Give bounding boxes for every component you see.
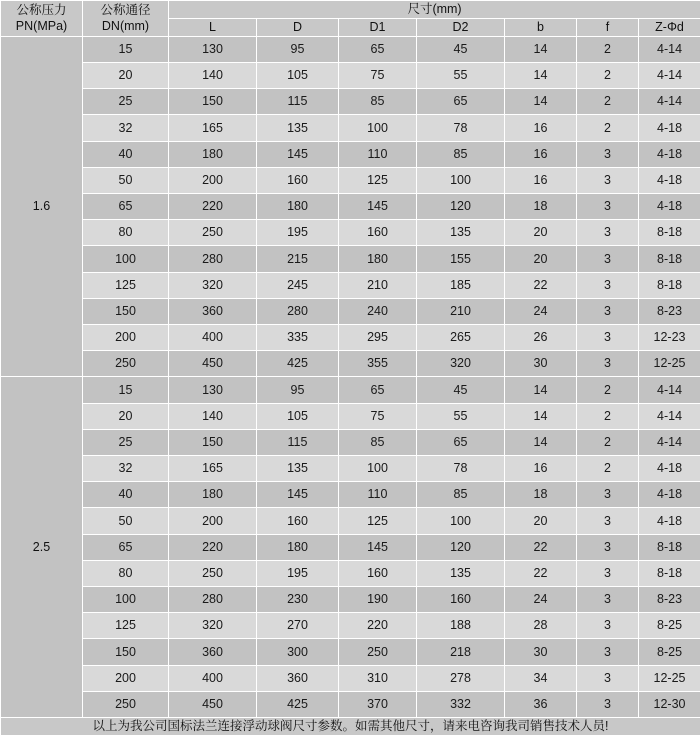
table-row bbox=[1, 403, 700, 429]
cell-zd: 4-18 bbox=[639, 508, 700, 534]
cell-d: 115 bbox=[257, 429, 339, 455]
cell-d2: 120 bbox=[417, 193, 505, 219]
cell-d1: 75 bbox=[339, 403, 417, 429]
cell-d1: 100 bbox=[339, 115, 417, 141]
table-row bbox=[1, 324, 700, 350]
cell-zd: 4-18 bbox=[639, 482, 700, 508]
cell-d1: 145 bbox=[339, 193, 417, 219]
cell-d1: 220 bbox=[339, 613, 417, 639]
table-row bbox=[1, 89, 700, 115]
cell-d: 160 bbox=[257, 508, 339, 534]
cell-zd: 4-14 bbox=[639, 429, 700, 455]
cell-l: 280 bbox=[169, 587, 257, 613]
cell-b: 24 bbox=[505, 298, 577, 324]
cell-d1: 85 bbox=[339, 429, 417, 455]
cell-b: 30 bbox=[505, 639, 577, 665]
cell-l: 180 bbox=[169, 141, 257, 167]
cell-d2: 185 bbox=[417, 272, 505, 298]
cell-b: 20 bbox=[505, 246, 577, 272]
cell-f: 3 bbox=[577, 141, 639, 167]
cell-d2: 265 bbox=[417, 324, 505, 350]
header-col-f: f bbox=[577, 18, 639, 36]
group-label-pn: 1.6 bbox=[1, 36, 83, 377]
table-row bbox=[1, 167, 700, 193]
cell-d: 425 bbox=[257, 351, 339, 377]
cell-d1: 180 bbox=[339, 246, 417, 272]
table-row bbox=[1, 141, 700, 167]
cell-b: 14 bbox=[505, 429, 577, 455]
cell-f: 3 bbox=[577, 220, 639, 246]
header-col-b: b bbox=[505, 18, 577, 36]
cell-b: 18 bbox=[505, 193, 577, 219]
table-row bbox=[1, 691, 700, 717]
cell-d2: 135 bbox=[417, 220, 505, 246]
cell-dn: 40 bbox=[83, 482, 169, 508]
cell-d1: 110 bbox=[339, 482, 417, 508]
cell-d1: 295 bbox=[339, 324, 417, 350]
table-row bbox=[1, 220, 700, 246]
table-row bbox=[1, 351, 700, 377]
cell-d1: 210 bbox=[339, 272, 417, 298]
cell-dn: 32 bbox=[83, 115, 169, 141]
cell-zd: 4-18 bbox=[639, 193, 700, 219]
cell-d2: 100 bbox=[417, 167, 505, 193]
cell-dn: 125 bbox=[83, 272, 169, 298]
cell-zd: 4-14 bbox=[639, 36, 700, 62]
cell-f: 3 bbox=[577, 298, 639, 324]
table-row bbox=[1, 246, 700, 272]
cell-b: 34 bbox=[505, 665, 577, 691]
cell-f: 3 bbox=[577, 351, 639, 377]
cell-f: 2 bbox=[577, 429, 639, 455]
cell-d1: 85 bbox=[339, 89, 417, 115]
cell-f: 3 bbox=[577, 246, 639, 272]
table-row bbox=[1, 62, 700, 88]
cell-l: 165 bbox=[169, 456, 257, 482]
cell-f: 2 bbox=[577, 89, 639, 115]
cell-d2: 45 bbox=[417, 36, 505, 62]
cell-d2: 65 bbox=[417, 429, 505, 455]
cell-d: 230 bbox=[257, 587, 339, 613]
cell-f: 2 bbox=[577, 62, 639, 88]
cell-d: 105 bbox=[257, 403, 339, 429]
cell-b: 20 bbox=[505, 220, 577, 246]
cell-dn: 250 bbox=[83, 691, 169, 717]
header-dimensions: 尺寸(mm) bbox=[169, 1, 700, 19]
cell-f: 3 bbox=[577, 272, 639, 298]
cell-dn: 50 bbox=[83, 167, 169, 193]
cell-d2: 100 bbox=[417, 508, 505, 534]
footer-note: 以上为我公司国标法兰连接浮动球阀尺寸参数。如需其他尺寸，请来电咨询我司销售技术人员! bbox=[1, 718, 700, 736]
cell-d2: 55 bbox=[417, 62, 505, 88]
cell-b: 30 bbox=[505, 351, 577, 377]
cell-f: 3 bbox=[577, 324, 639, 350]
cell-b: 26 bbox=[505, 324, 577, 350]
cell-d: 145 bbox=[257, 141, 339, 167]
cell-d2: 120 bbox=[417, 534, 505, 560]
cell-dn: 80 bbox=[83, 560, 169, 586]
cell-zd: 4-14 bbox=[639, 377, 700, 403]
cell-f: 3 bbox=[577, 482, 639, 508]
cell-zd: 4-18 bbox=[639, 115, 700, 141]
header-row-top bbox=[1, 1, 700, 19]
cell-f: 3 bbox=[577, 639, 639, 665]
cell-b: 16 bbox=[505, 456, 577, 482]
cell-d1: 75 bbox=[339, 62, 417, 88]
cell-l: 250 bbox=[169, 220, 257, 246]
cell-d: 135 bbox=[257, 115, 339, 141]
cell-l: 320 bbox=[169, 613, 257, 639]
cell-f: 3 bbox=[577, 560, 639, 586]
cell-d: 245 bbox=[257, 272, 339, 298]
cell-zd: 8-25 bbox=[639, 639, 700, 665]
cell-d2: 278 bbox=[417, 665, 505, 691]
cell-d1: 370 bbox=[339, 691, 417, 717]
cell-zd: 12-23 bbox=[639, 324, 700, 350]
cell-zd: 12-25 bbox=[639, 665, 700, 691]
cell-d2: 78 bbox=[417, 456, 505, 482]
cell-f: 3 bbox=[577, 167, 639, 193]
cell-dn: 65 bbox=[83, 534, 169, 560]
cell-d: 95 bbox=[257, 36, 339, 62]
cell-b: 28 bbox=[505, 613, 577, 639]
cell-l: 165 bbox=[169, 115, 257, 141]
table-row bbox=[1, 482, 700, 508]
cell-zd: 8-23 bbox=[639, 587, 700, 613]
cell-d: 195 bbox=[257, 560, 339, 586]
cell-zd: 8-18 bbox=[639, 246, 700, 272]
cell-d: 135 bbox=[257, 456, 339, 482]
cell-f: 2 bbox=[577, 115, 639, 141]
cell-zd: 4-18 bbox=[639, 141, 700, 167]
cell-l: 220 bbox=[169, 534, 257, 560]
cell-dn: 150 bbox=[83, 298, 169, 324]
table-row bbox=[1, 534, 700, 560]
cell-b: 22 bbox=[505, 534, 577, 560]
cell-zd: 8-18 bbox=[639, 272, 700, 298]
cell-f: 2 bbox=[577, 403, 639, 429]
cell-d2: 218 bbox=[417, 639, 505, 665]
cell-d1: 160 bbox=[339, 220, 417, 246]
cell-l: 200 bbox=[169, 508, 257, 534]
table-row bbox=[1, 665, 700, 691]
cell-d: 300 bbox=[257, 639, 339, 665]
cell-d: 335 bbox=[257, 324, 339, 350]
cell-l: 400 bbox=[169, 324, 257, 350]
cell-l: 150 bbox=[169, 89, 257, 115]
cell-dn: 25 bbox=[83, 429, 169, 455]
cell-f: 3 bbox=[577, 193, 639, 219]
cell-b: 22 bbox=[505, 560, 577, 586]
cell-f: 3 bbox=[577, 587, 639, 613]
cell-l: 220 bbox=[169, 193, 257, 219]
table-row bbox=[1, 587, 700, 613]
cell-d: 280 bbox=[257, 298, 339, 324]
cell-d1: 145 bbox=[339, 534, 417, 560]
cell-d: 95 bbox=[257, 377, 339, 403]
cell-d1: 125 bbox=[339, 508, 417, 534]
cell-d1: 355 bbox=[339, 351, 417, 377]
cell-d2: 78 bbox=[417, 115, 505, 141]
cell-b: 14 bbox=[505, 62, 577, 88]
cell-f: 2 bbox=[577, 456, 639, 482]
cell-dn: 65 bbox=[83, 193, 169, 219]
cell-d2: 160 bbox=[417, 587, 505, 613]
table-row bbox=[1, 377, 700, 403]
cell-f: 3 bbox=[577, 534, 639, 560]
table-body bbox=[1, 36, 700, 717]
header-nominal-pressure bbox=[1, 1, 83, 37]
cell-dn: 80 bbox=[83, 220, 169, 246]
table-row bbox=[1, 613, 700, 639]
cell-d2: 65 bbox=[417, 89, 505, 115]
table-row bbox=[1, 272, 700, 298]
cell-d1: 65 bbox=[339, 36, 417, 62]
cell-l: 140 bbox=[169, 62, 257, 88]
table-header bbox=[1, 1, 700, 37]
cell-l: 450 bbox=[169, 691, 257, 717]
cell-dn: 150 bbox=[83, 639, 169, 665]
cell-dn: 50 bbox=[83, 508, 169, 534]
cell-dn: 20 bbox=[83, 403, 169, 429]
cell-b: 14 bbox=[505, 403, 577, 429]
group-label-pn: 2.5 bbox=[1, 377, 83, 718]
cell-zd: 8-18 bbox=[639, 560, 700, 586]
cell-l: 200 bbox=[169, 167, 257, 193]
cell-dn: 15 bbox=[83, 377, 169, 403]
cell-d2: 85 bbox=[417, 482, 505, 508]
header-nominal-diameter-line1: 公称通径 bbox=[100, 2, 151, 17]
table-row bbox=[1, 508, 700, 534]
header-col-d: D bbox=[257, 18, 339, 36]
cell-b: 18 bbox=[505, 482, 577, 508]
cell-f: 3 bbox=[577, 665, 639, 691]
cell-dn: 40 bbox=[83, 141, 169, 167]
cell-d2: 85 bbox=[417, 141, 505, 167]
cell-f: 2 bbox=[577, 36, 639, 62]
header-col-zd: Z-Φd bbox=[639, 18, 700, 36]
cell-b: 24 bbox=[505, 587, 577, 613]
cell-zd: 8-23 bbox=[639, 298, 700, 324]
cell-d: 195 bbox=[257, 220, 339, 246]
cell-zd: 12-30 bbox=[639, 691, 700, 717]
cell-d: 215 bbox=[257, 246, 339, 272]
cell-l: 400 bbox=[169, 665, 257, 691]
cell-l: 130 bbox=[169, 377, 257, 403]
cell-b: 16 bbox=[505, 167, 577, 193]
cell-d1: 65 bbox=[339, 377, 417, 403]
cell-l: 140 bbox=[169, 403, 257, 429]
header-nominal-pressure-line1: 公称压力 bbox=[16, 2, 67, 17]
cell-dn: 20 bbox=[83, 62, 169, 88]
cell-dn: 200 bbox=[83, 665, 169, 691]
cell-d1: 190 bbox=[339, 587, 417, 613]
header-col-d1: D1 bbox=[339, 18, 417, 36]
cell-d1: 310 bbox=[339, 665, 417, 691]
cell-d2: 188 bbox=[417, 613, 505, 639]
cell-zd: 8-25 bbox=[639, 613, 700, 639]
cell-f: 3 bbox=[577, 508, 639, 534]
cell-d1: 160 bbox=[339, 560, 417, 586]
cell-d: 115 bbox=[257, 89, 339, 115]
cell-l: 360 bbox=[169, 639, 257, 665]
cell-f: 3 bbox=[577, 613, 639, 639]
cell-d1: 240 bbox=[339, 298, 417, 324]
table-row bbox=[1, 456, 700, 482]
cell-b: 14 bbox=[505, 36, 577, 62]
cell-d2: 332 bbox=[417, 691, 505, 717]
cell-b: 36 bbox=[505, 691, 577, 717]
header-nominal-diameter-line2: DN(mm) bbox=[101, 19, 150, 34]
cell-dn: 32 bbox=[83, 456, 169, 482]
cell-d2: 135 bbox=[417, 560, 505, 586]
header-nominal-diameter bbox=[83, 1, 169, 37]
cell-zd: 8-18 bbox=[639, 220, 700, 246]
cell-d: 160 bbox=[257, 167, 339, 193]
cell-l: 450 bbox=[169, 351, 257, 377]
cell-d: 105 bbox=[257, 62, 339, 88]
cell-dn: 250 bbox=[83, 351, 169, 377]
table-row bbox=[1, 639, 700, 665]
cell-d1: 100 bbox=[339, 456, 417, 482]
table-row bbox=[1, 298, 700, 324]
cell-l: 280 bbox=[169, 246, 257, 272]
table-row bbox=[1, 36, 700, 62]
cell-zd: 4-14 bbox=[639, 62, 700, 88]
cell-l: 130 bbox=[169, 36, 257, 62]
table-row bbox=[1, 429, 700, 455]
cell-l: 180 bbox=[169, 482, 257, 508]
cell-l: 250 bbox=[169, 560, 257, 586]
cell-d1: 125 bbox=[339, 167, 417, 193]
cell-zd: 12-25 bbox=[639, 351, 700, 377]
cell-l: 320 bbox=[169, 272, 257, 298]
cell-d2: 155 bbox=[417, 246, 505, 272]
cell-d: 180 bbox=[257, 193, 339, 219]
cell-zd: 8-18 bbox=[639, 534, 700, 560]
cell-d: 145 bbox=[257, 482, 339, 508]
cell-d: 360 bbox=[257, 665, 339, 691]
cell-b: 20 bbox=[505, 508, 577, 534]
cell-dn: 200 bbox=[83, 324, 169, 350]
cell-zd: 4-18 bbox=[639, 456, 700, 482]
table-row bbox=[1, 115, 700, 141]
cell-l: 360 bbox=[169, 298, 257, 324]
cell-d1: 110 bbox=[339, 141, 417, 167]
cell-d2: 55 bbox=[417, 403, 505, 429]
cell-zd: 4-14 bbox=[639, 89, 700, 115]
cell-b: 22 bbox=[505, 272, 577, 298]
cell-b: 14 bbox=[505, 89, 577, 115]
cell-d1: 250 bbox=[339, 639, 417, 665]
cell-dn: 15 bbox=[83, 36, 169, 62]
table-footer bbox=[1, 718, 700, 736]
cell-b: 16 bbox=[505, 115, 577, 141]
table-row bbox=[1, 560, 700, 586]
cell-l: 150 bbox=[169, 429, 257, 455]
footer-row bbox=[1, 718, 700, 736]
cell-d: 270 bbox=[257, 613, 339, 639]
cell-dn: 25 bbox=[83, 89, 169, 115]
cell-zd: 4-18 bbox=[639, 167, 700, 193]
cell-d2: 210 bbox=[417, 298, 505, 324]
cell-dn: 100 bbox=[83, 587, 169, 613]
cell-d: 180 bbox=[257, 534, 339, 560]
cell-b: 16 bbox=[505, 141, 577, 167]
cell-f: 3 bbox=[577, 691, 639, 717]
cell-f: 2 bbox=[577, 377, 639, 403]
header-col-l: L bbox=[169, 18, 257, 36]
cell-dn: 125 bbox=[83, 613, 169, 639]
cell-dn: 100 bbox=[83, 246, 169, 272]
header-col-d2: D2 bbox=[417, 18, 505, 36]
cell-b: 14 bbox=[505, 377, 577, 403]
table-row bbox=[1, 193, 700, 219]
cell-d: 425 bbox=[257, 691, 339, 717]
header-nominal-pressure-line2: PN(MPa) bbox=[15, 19, 68, 34]
cell-zd: 4-14 bbox=[639, 403, 700, 429]
cell-d2: 320 bbox=[417, 351, 505, 377]
cell-d2: 45 bbox=[417, 377, 505, 403]
